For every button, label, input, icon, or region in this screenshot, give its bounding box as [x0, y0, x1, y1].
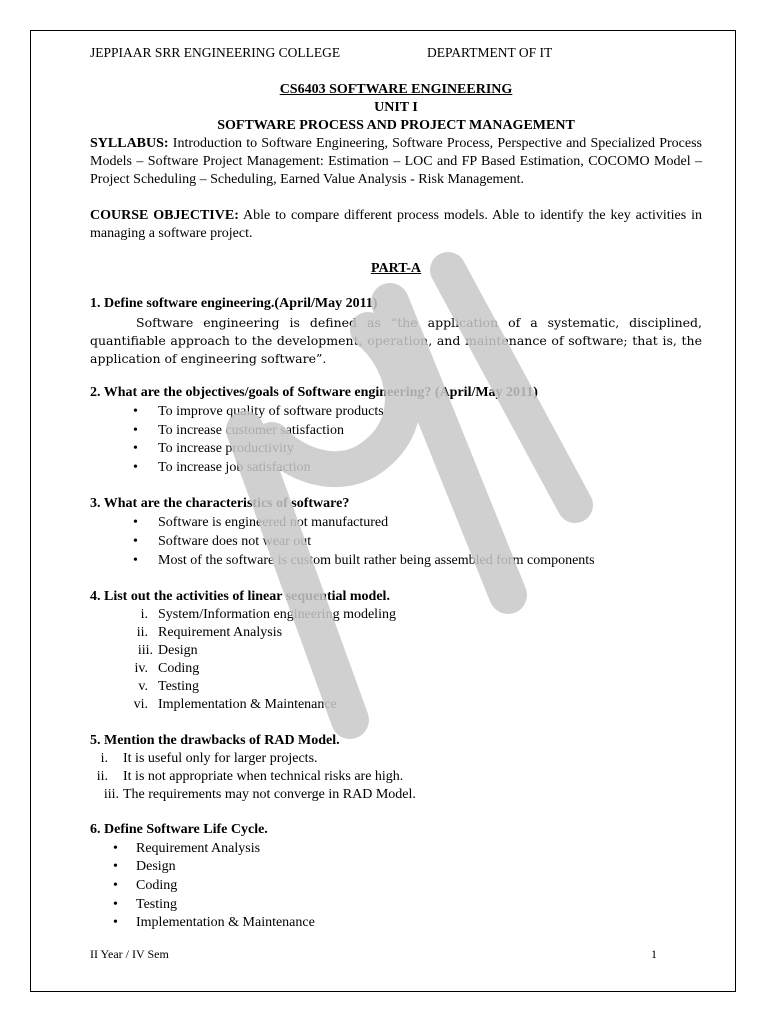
course-objective-label: COURSE OBJECTIVE: [90, 208, 239, 223]
header-college: JEPPIAAR SRR ENGINEERING COLLEGE [90, 45, 341, 60]
syllabus-text: Introduction to Software Engineering, Software Process, Perspective and Specialized Process Models – Software Project Management: Estimation – LOC and FP Based Estimation, COCOMO Model – Project Scheduling – Scheduling, Earned Value Analysis - Risk Management. [90, 136, 702, 187]
roman-numeral: v. [138, 679, 148, 694]
bullet: • [113, 859, 118, 874]
unit-title: SOFTWARE PROCESS AND PROJECT MANAGEMENT [217, 118, 575, 133]
footer-year-sem: II Year / IV Sem [90, 947, 169, 961]
roman-numeral: ii. [96, 769, 108, 784]
question-6: 6. Define Software Life Cycle. [90, 822, 268, 837]
bullet: • [133, 460, 138, 475]
roman-numeral: i. [100, 751, 108, 766]
roman-numeral: vi. [133, 697, 148, 712]
list-item: Design [136, 859, 176, 874]
list-item: Implementation & Maintenance [136, 915, 315, 930]
part-label: PART-A [370, 261, 422, 276]
roman-numeral: i. [140, 607, 148, 622]
course-objective-paragraph [90, 207, 702, 243]
list-item: To increase job satisfaction [158, 460, 311, 475]
bullet: • [113, 878, 118, 893]
list-item: System/Information engineering modeling [158, 607, 396, 622]
bullet: • [113, 915, 118, 930]
question-4: 4. List out the activities of linear sequential model. [90, 589, 390, 604]
bullet: • [133, 515, 138, 530]
bullet: • [133, 423, 138, 438]
unit-number: UNIT I [374, 100, 418, 115]
list-item: Software does not wear out [158, 534, 312, 549]
answer-1: Software engineering is defined as “the application of a systematic, disciplined, quantifiable approach to the development, operation, and maintenance of software; that is, the application of engineering software”. [90, 315, 702, 366]
list-item: Coding [136, 878, 178, 893]
list-item: Most of the software is custom built rather being assembled form components [158, 553, 595, 568]
list-item: Testing [136, 897, 178, 912]
list-item: Coding [158, 661, 200, 676]
course-title: CS6403 SOFTWARE ENGINEERING [279, 82, 513, 97]
roman-numeral: iii. [103, 787, 119, 802]
page-number: 1 [651, 947, 657, 961]
list-item: Implementation & Maintenance [158, 697, 337, 712]
list-item: To increase productivity [158, 441, 294, 456]
list-item: Design [158, 643, 198, 658]
bullet: • [133, 441, 138, 456]
question-3: 3. What are the characteristics of software? [90, 496, 350, 511]
list-item: Requirement Analysis [158, 625, 283, 640]
bullet: • [133, 534, 138, 549]
roman-numeral: iii. [137, 643, 153, 658]
list-item: The requirements may not converge in RAD Model. [123, 787, 416, 802]
list-item: Software is engineered not manufactured [158, 515, 389, 530]
list-item: It is useful only for larger projects. [123, 751, 318, 766]
list-item: To increase customer satisfaction [158, 423, 345, 438]
list-item: It is not appropriate when technical risks are high. [123, 769, 404, 784]
question-1: 1. Define software engineering.(April/May 2011) [90, 296, 378, 311]
question-5: 5. Mention the drawbacks of RAD Model. [90, 733, 340, 748]
list-item: To improve quality of software products [158, 404, 384, 419]
roman-numeral: iv. [134, 661, 148, 676]
syllabus-label: SYLLABUS: [90, 136, 169, 151]
bullet: • [133, 404, 138, 419]
bullet: • [133, 553, 138, 568]
list-item: Requirement Analysis [136, 841, 261, 856]
bullet: • [113, 841, 118, 856]
list-item: Testing [158, 679, 200, 694]
course-objective-text: Able to compare different process models. Able to identify the key activities in managing a software project. [90, 208, 703, 241]
syllabus-paragraph [90, 135, 702, 189]
header-department: DEPARTMENT OF IT [427, 45, 553, 60]
roman-numeral: ii. [136, 625, 148, 640]
question-2: 2. What are the objectives/goals of Software engineering? (April/May 2011) [90, 385, 538, 400]
bullet: • [113, 897, 118, 912]
